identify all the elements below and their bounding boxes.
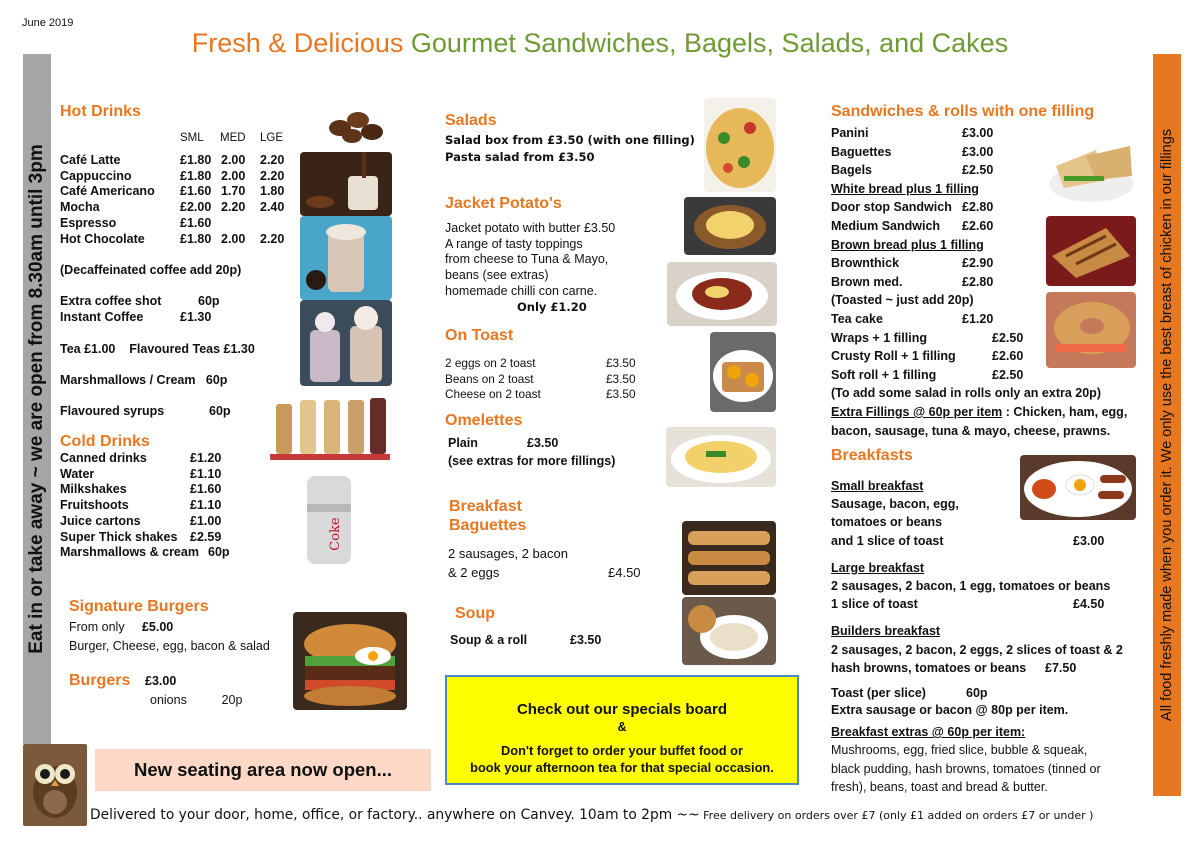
list-item: Café Latte £1.80 2.00 2.20 bbox=[60, 153, 285, 167]
cold-drinks-list bbox=[60, 451, 230, 561]
list-item: Medium Sandwich £2.60 bbox=[831, 218, 994, 233]
seating-text: New seating area now open... bbox=[133, 759, 393, 780]
opening-hours-text: Eat in or take away ~ we are open from 8.30am until 3pm bbox=[26, 144, 47, 654]
extra-shot-price: 60p bbox=[198, 294, 220, 308]
omelettes-heading: Omelettes bbox=[445, 412, 523, 429]
large-breakfast-price: £4.50 bbox=[1073, 597, 1105, 612]
breakfast-baguettes-info: 2 sausages, 2 bacon & 2 eggs £4.50 bbox=[448, 546, 641, 580]
hot-drinks-list bbox=[60, 153, 284, 247]
list-item: Wraps + 1 filling £2.50 bbox=[831, 330, 1024, 345]
onions-line: onions 20p bbox=[150, 693, 243, 707]
list-item: Café Americano £1.60 1.70 1.80 bbox=[60, 184, 285, 199]
list-item: Hot Chocolate £1.80 2.00 2.20 bbox=[60, 231, 285, 246]
breakfast-baguettes-heading: Breakfast Baguettes bbox=[449, 498, 527, 534]
freshly-made-text: All food freshly made when you order it. We only use the best breast of chicken in our fillings bbox=[1159, 128, 1175, 722]
size-headers bbox=[180, 131, 283, 147]
omelette-image bbox=[666, 427, 776, 487]
burgers-heading: Burgers bbox=[69, 672, 131, 689]
panini-image bbox=[1046, 136, 1136, 208]
breakfasts-list: Small breakfast Sausage, bacon, egg, tomatoes or beans and 1 slice of toast £3.00 Large breakfast 2 sausages, 2 bacon, 1 egg, tomatoes or beans 1 slice of toast £4.50 Builders breakfast 2 sausages, 2 bacon, 2 eggs, 2 slices of toast & 2 hash browns, tomatoes or beans £7.50 bbox=[831, 477, 1123, 677]
freshly-made-banner bbox=[1153, 54, 1181, 796]
title-part2: Gourmet Sandwiches, Bagels, Salads, and Cakes bbox=[410, 28, 1009, 58]
pasta-salad-image bbox=[704, 98, 776, 192]
list-item: Espresso £1.60 bbox=[60, 215, 212, 230]
list-item: Canned drinks £1.20 bbox=[60, 451, 222, 465]
list-item: Brownthick £2.90 bbox=[831, 256, 994, 271]
size-sml: SML bbox=[180, 132, 204, 144]
list-item: Beans on 2 toast £3.50 bbox=[445, 371, 636, 386]
breakfast-extras-title: Breakfast extras @ 60p per item: bbox=[831, 725, 1026, 739]
title-part1: Fresh & Delicious bbox=[191, 28, 404, 58]
burgers-price: £3.00 bbox=[145, 674, 177, 688]
large-breakfast-title: Large breakfast bbox=[831, 560, 925, 575]
omelettes-info: Plain £3.50 (see extras for more fillings) bbox=[448, 436, 616, 468]
soup-heading: Soup bbox=[455, 605, 495, 622]
list-item: Mocha £2.00 2.20 2.40 bbox=[60, 200, 285, 215]
salads-info: Salad box from £3.50 (with one filling) Pasta salad from £3.50 bbox=[445, 133, 695, 164]
white-bread-heading: White bread plus 1 filling bbox=[831, 181, 979, 196]
jacket-potato-heading: Jacket Potato's bbox=[445, 195, 562, 212]
list-item: Juice cartons £1.00 bbox=[60, 513, 222, 528]
coffee-beans-image bbox=[322, 98, 388, 148]
list-item: Cappuccino £1.80 2.00 2.20 bbox=[60, 168, 285, 183]
opening-hours-banner bbox=[23, 54, 51, 744]
eggs-on-toast-image bbox=[710, 332, 776, 412]
cold-drinks-heading: Cold Drinks bbox=[60, 433, 150, 450]
tea-line bbox=[60, 342, 255, 358]
full-breakfast-image bbox=[1020, 455, 1136, 520]
list-item: Fruitshoots £1.10 bbox=[60, 498, 222, 513]
milkshake-image bbox=[300, 216, 392, 300]
soup-image bbox=[682, 597, 776, 665]
chilli-potato-image bbox=[667, 262, 777, 326]
extra-coffee-list bbox=[60, 294, 220, 325]
builders-breakfast-price: £7.50 bbox=[1045, 660, 1077, 675]
instant-label: Instant Coffee bbox=[60, 309, 144, 324]
soup-line: Soup & a roll £3.50 bbox=[450, 633, 602, 647]
burger-image bbox=[293, 612, 407, 710]
delivery-footer bbox=[90, 806, 1093, 824]
size-lge: LGE bbox=[260, 132, 284, 144]
thick-shakes-image bbox=[300, 300, 392, 386]
toast-extras: Toast (per slice) 60p Extra sausage or bacon @ 80p per item. bbox=[831, 686, 1069, 717]
diet-coke-image bbox=[305, 474, 353, 566]
list-item: Crusty Roll + 1 filling £2.60 bbox=[831, 349, 1024, 364]
list-item: Super Thick shakes £2.59 bbox=[60, 529, 222, 544]
coffee-pour-image bbox=[300, 152, 392, 216]
list-item: Baguettes £3.00 bbox=[831, 144, 994, 159]
delivery-terms: Free delivery on orders over £7 (only £1 added on orders £7 or under ) bbox=[699, 809, 1094, 822]
small-breakfast-title: Small breakfast bbox=[831, 479, 924, 493]
instant-price: £1.30 bbox=[180, 309, 212, 324]
salads-heading: Salads bbox=[445, 112, 497, 129]
hot-drinks-heading: Hot Drinks bbox=[60, 103, 141, 120]
list-item: Marshmallows & cream 60p bbox=[60, 545, 230, 560]
syrups-image bbox=[270, 390, 390, 462]
list-item: Tea cake £1.20 bbox=[831, 311, 994, 326]
list-item: Brown med. £2.80 bbox=[831, 274, 994, 289]
on-toast-heading: On Toast bbox=[445, 327, 514, 344]
syrups-line: Flavoured syrups 60p bbox=[60, 404, 231, 418]
owl-logo bbox=[23, 744, 87, 826]
list-item: 2 eggs on 2 toast £3.50 bbox=[445, 356, 636, 370]
specials-heading: Check out our specials board bbox=[516, 701, 728, 718]
brown-bread-heading: Brown bread plus 1 filling bbox=[831, 237, 984, 252]
size-med: MED bbox=[220, 132, 246, 144]
list-item: Soft roll + 1 filling £2.50 bbox=[831, 367, 1024, 382]
breakfast-extras: Breakfast extras @ 60p per item: Mushrooms, egg, fried slice, bubble & squeak, black pudding, hash browns, tomatoes (tinned or fresh), beans, toast and bread & butter. bbox=[831, 725, 1101, 794]
svg-text:Coke: Coke bbox=[328, 517, 343, 551]
list-item: Milkshakes £1.60 bbox=[60, 482, 222, 497]
decaf-note: (Decaffeinated coffee add 20p) bbox=[60, 263, 242, 277]
sandwiches-heading: Sandwiches & rolls with one filling bbox=[831, 103, 1095, 120]
list-item: Door stop Sandwich £2.80 bbox=[831, 200, 994, 215]
list-item: Cheese on 2 toast £3.50 bbox=[445, 387, 636, 401]
list-item: Panini £3.00 bbox=[831, 126, 994, 140]
chilli-price: Only £1.20 bbox=[517, 299, 587, 314]
date-label: June 2019 bbox=[22, 17, 74, 29]
toasted-note: (Toasted ~ just add 20p) bbox=[831, 293, 974, 308]
breakfasts-heading: Breakfasts bbox=[831, 447, 913, 464]
small-breakfast-price: £3.00 bbox=[1073, 533, 1105, 548]
builders-breakfast-title: Builders breakfast bbox=[831, 624, 941, 639]
jacket-potato-image bbox=[684, 197, 776, 255]
tea-price: Tea £1.00 bbox=[60, 342, 116, 356]
flavoured-teas-price: Flavoured Teas £1.30 bbox=[129, 342, 255, 356]
seating-banner bbox=[95, 749, 431, 791]
specials-board-box: Check out our specials board & Don't forget to order your buffet food or book your afternoon tea for that special occasion. bbox=[445, 675, 799, 785]
bagel-image bbox=[1046, 292, 1136, 368]
sandwiches-list: Panini £3.00 Baguettes £3.00 Bagels £2.50 White bread plus 1 filling Door stop Sandwich £2.80 Medium Sandwich £2.60 Brown bread plus 1 filling Brownthick £2.90 Brown med. £2.80 (Toasted ~ just add 20p) Tea cake £1.20 Wraps + 1 filling £2.50 Crusty Roll + 1 filling £2.60 Soft roll + 1 filling £2.50 (To add some salad in rolls only an extra 20p) Extra Fillings @ 60p per item : Chicken, ham, egg, bacon, sausage, tuna & mayo, cheese, prawns. bbox=[831, 126, 1128, 438]
on-toast-list bbox=[445, 356, 636, 403]
list-item: Water £1.10 bbox=[60, 466, 222, 481]
jacket-potato-info: Jacket potato with butter £3.50 A range of tasty toppings from cheese to Tuna & Mayo, beans (see extras) homemade chilli con carne. Only £1.20 bbox=[445, 221, 616, 314]
salad-rolls-note: (To add some salad in rolls only an extra 20p) bbox=[831, 386, 1101, 401]
delivery-text: Delivered to your door, home, office, or factory.. anywhere on Canvey. 10am to 2pm ~~ bbox=[90, 807, 700, 823]
marshmallows-line: Marshmallows / Cream 60p bbox=[60, 373, 228, 387]
extra-shot-label: Extra coffee shot bbox=[60, 294, 162, 308]
signature-burgers-heading: Signature Burgers bbox=[69, 598, 209, 615]
extra-fillings-line: Extra Fillings @ 60p per item : Chicken, ham, egg, bbox=[831, 404, 1128, 419]
list-item: Bagels £2.50 bbox=[831, 163, 994, 178]
breakfast-baguette-image bbox=[682, 521, 776, 595]
signature-burgers-info: From only £5.00 Burger, Cheese, egg, bacon & salad bbox=[69, 620, 270, 653]
toasted-sandwich-image bbox=[1046, 216, 1136, 286]
page-title bbox=[0, 28, 1200, 59]
